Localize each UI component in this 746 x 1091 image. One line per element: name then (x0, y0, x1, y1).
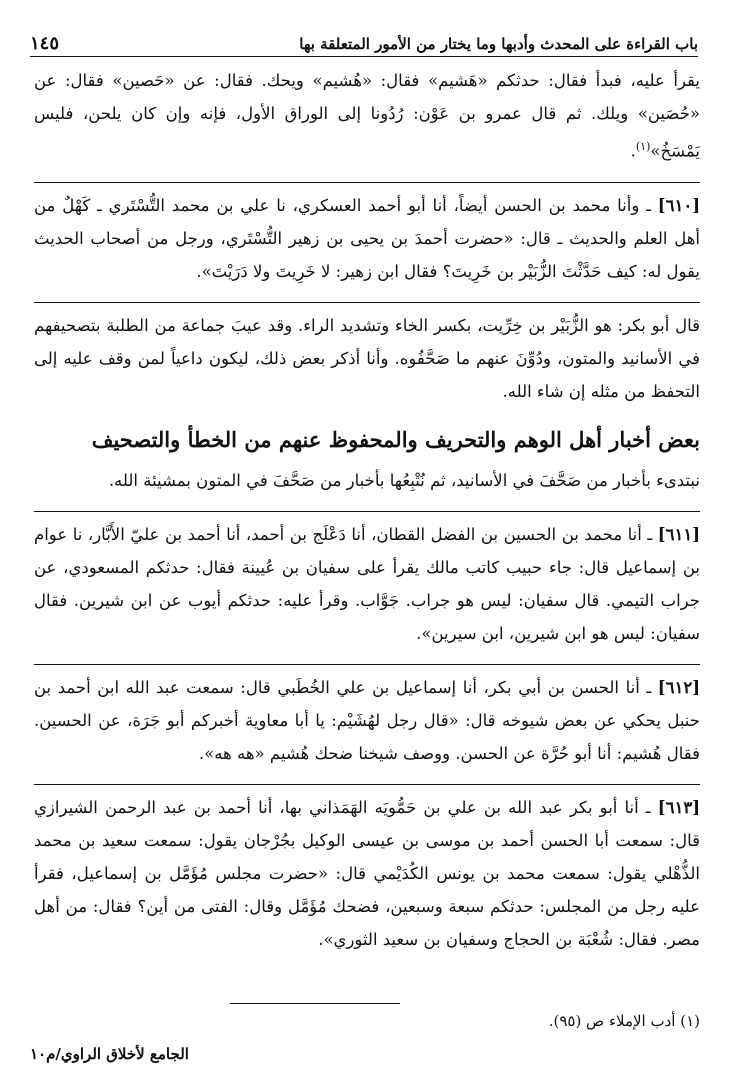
footnote-ref: (١) (635, 140, 651, 153)
hadith-text: ـ وأنا محمد بن الحسن أيضاً، أنا أبو أحمد العسكري، نا علي بن محمد التُّسْتَري ـ كَهْلٌ من أهل العلم والحديث ـ قال: «حضرت أحمدَ بن يحيى بن زهير التُّسْتَري، ورجل من أصحاب الحديث يقول له: كيف حَدَّثْتَ الزُّبَيْر بن خَرِيتَ؟ فقال ابن زهير: لا خَرِيتَ ولا دَرَيْتَ». (34, 195, 700, 281)
chapter-title: باب القراءة على المحدث وأدبها وما يختار من الأمور المتعلقة بها (299, 35, 698, 53)
hadith-612 (34, 664, 700, 776)
paragraph-text: يقرأ عليه، فبدأ فقال: حدثكم «هَشيم» فقال: «هُشيم» ويحك. فقال: عن «حَصين» فقال: عن «حُصَين» ويلك. ثم قال عمرو بن عَوْن: رُدُونا إلى الوراق الأول، فإنه وإن كان يلحن، فليس يَمْسَخُ» (34, 71, 700, 161)
paragraph-continuation: يقرأ عليه، فبدأ فقال: حدثكم «هَشيم» فقال: «هُشيم» ويحك. فقال: عن «حَصين» فقال: عن «حُصَين» ويلك. ثم قال عمرو بن عَوْن: رُدُونا إلى الوراق الأول، فإنه وإن كان يلحن، فليس يَمْسَخُ»$^{(١)}$. (34, 71, 700, 161)
page-header (30, 22, 698, 57)
hadith-number: [٦١٣] (657, 797, 700, 817)
hadith-613 (34, 784, 700, 962)
section-intro (34, 464, 700, 503)
section-heading: بعض أخبار أهل الوهم والتحريف والمحفوظ عنهم من الخطأ والتصحيف (91, 426, 700, 452)
hadith-text: ـ أنا محمد بن الحسين بن الفضل القطان، أنا دَعْلَج بن أحمد، أنا أحمد بن عليّ الأَبَّار، نا عوام بن إسماعيل قال: جاء حبيب كاتب مالك يقرأ على سفيان بن عُيينة فقال: حدثكم المسعودي، عن جراب التيمي. قال سفيان: ليس هو جراب. جَوَّاب. وقرأ عليه: حدثكم أيوب عن ابن شيرين. فقال سفيان: ليس هو ابن شيرين، ابن سيرين». (34, 524, 700, 643)
hadith-number: [٦١٠] (657, 195, 700, 215)
page-number: ١٤٥ (30, 33, 60, 54)
commentary-text: قال أبو بكر: هو الزُّبَيْر بن خِرِّيت، بكسر الخاء وتشديد الراء. وقد عيبَ جماعة من الطلبة بتصحيفهم في الأسانيد والمتون، ودُوِّنَ عنهم ما صَحَّفُوه. وأنا أذكر بعض ذلك، ليكون داعياً لمن وقف عليه إلى التحفظ من مثله إن شاء الله. (34, 315, 700, 401)
page-body (34, 64, 700, 970)
footnote-divider (230, 1003, 400, 1004)
footnote: (١) أدب الإملاء ص (٩٥). (548, 1012, 700, 1030)
book-signature: الجامع لأخلاق الراوي/م١٠ (30, 1045, 189, 1063)
hadith-number: [٦١١] (657, 524, 700, 544)
section-intro-text: نبتدىء بأخبار من صَحَّفَ في الأسانيد، ثم نُتْبِعُها بأخبار من صَحَّفَ في المتون بمشيئة الله. (108, 470, 700, 490)
hadith-611 (34, 511, 700, 656)
hadith-text: ـ أنا أبو بكر عبد الله بن علي بن حَمُّويَه الهَمَذاني بها، أنا أحمد بن عبد الرحمن الشيرازي قال: سمعت أبا الحسن أحمد بن موسى بن عيسى الوكيل بجُرْجان يقول: سمعت سعيد بن محمد الذُّهْلي يقول: سمعت محمد بن يونس الكُدَيْمي قال: «حضرت مجلس مُؤَمَّل بن إسماعيل، فقرأ عليه رجل من المجلس: حدثكم سبعة وسبعين، فضحك مُؤَمَّل وقال: الفتى من أين؟ فقال: من أهل مصر. فقال: شُعْبَة بن الحجاج وسفيان بن سعيد الثوري». (34, 797, 700, 949)
hadith-text: ـ أنا الحسن بن أبي بكر، أنا إسماعيل بن علي الخُطَبي قال: سمعت عبد الله ابن أحمد بن حنبل يحكي عن بعض شيوخه قال: «قال رجل لهُشَيْم: يا أبا معاوية أخبركم أبو جَرَة، عن الحسين. فقال هُشيم: أنا أبو حُرَّة عن الحسن. ووصف شيخنا ضحك هُشيم «هه هه». (34, 677, 700, 763)
commentary-paragraph (34, 302, 700, 414)
hadith-610 (34, 182, 700, 294)
hadith-number: [٦١٢] (657, 677, 701, 697)
